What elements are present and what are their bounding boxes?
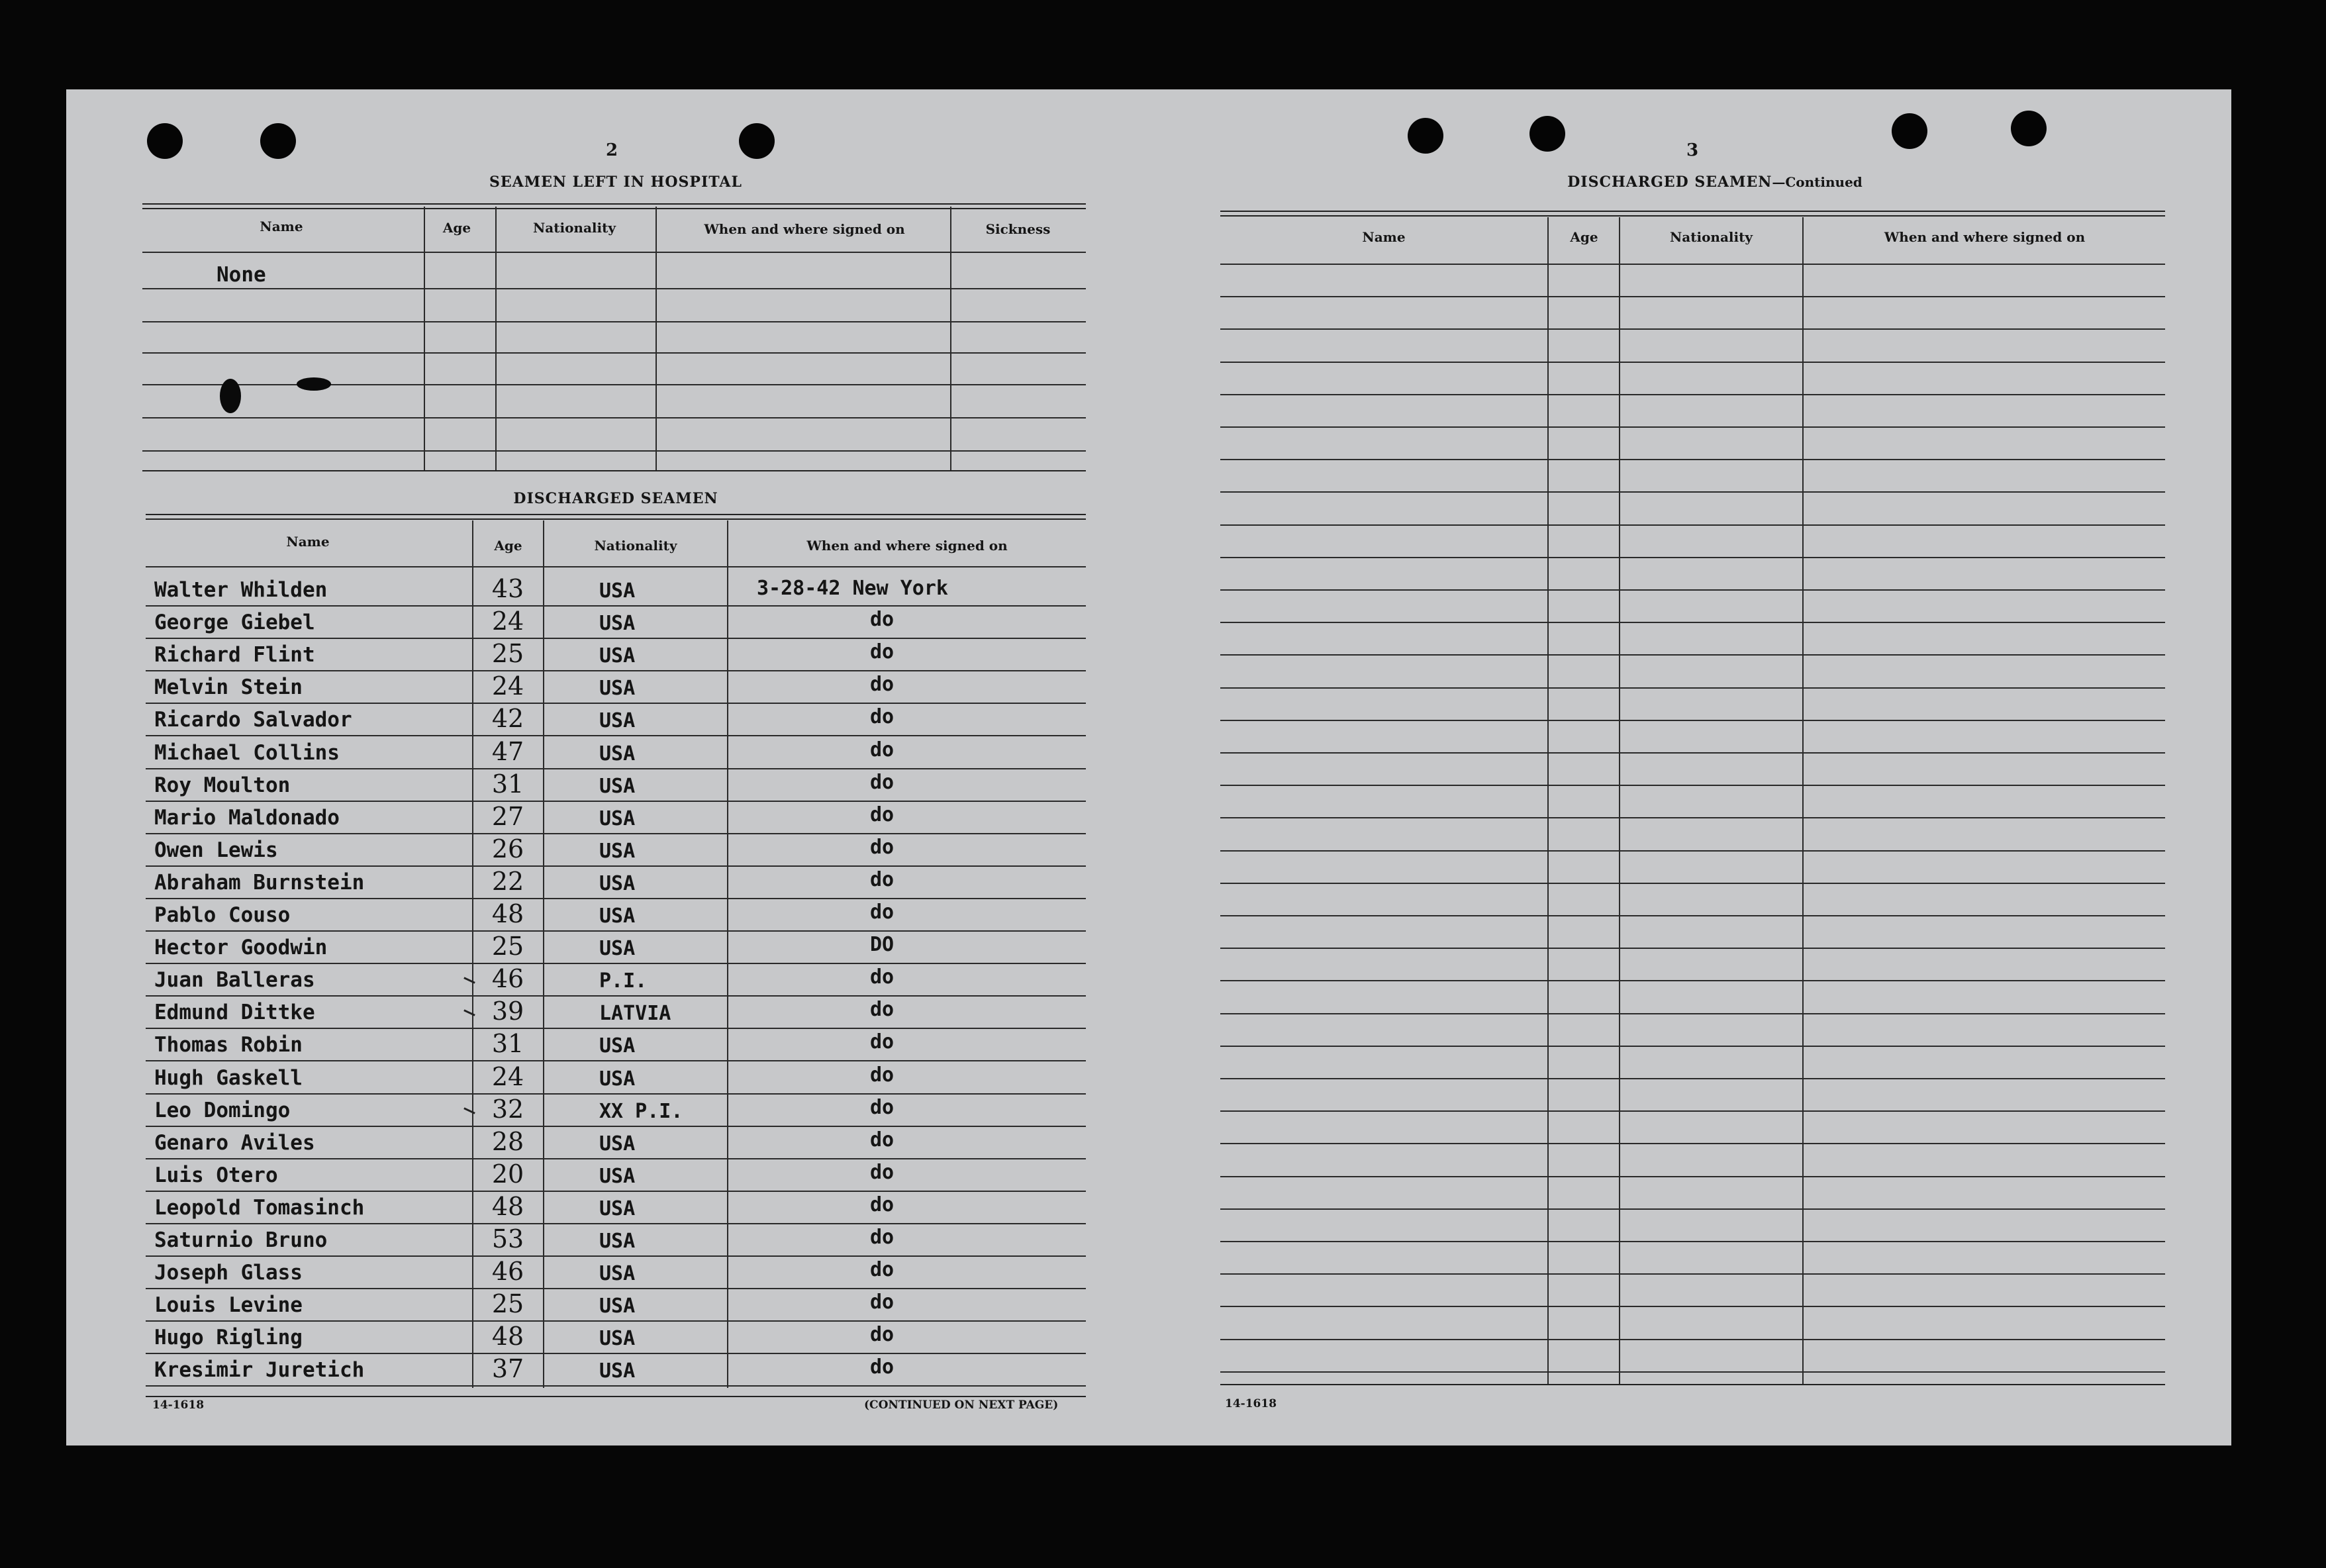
- seaman-nationality: USA: [599, 1359, 636, 1383]
- seaman-nationality: USA: [599, 1295, 636, 1318]
- blank-row-rule: [1220, 1176, 2165, 1177]
- seaman-signed-on: do: [869, 901, 895, 924]
- blank-row-rule: [1220, 1013, 2165, 1014]
- blank-row-rule: [1220, 785, 2165, 786]
- form-number: 14-1618: [1225, 1397, 1277, 1410]
- seaman-age: 39: [491, 997, 524, 1026]
- row-rule: [146, 1223, 1086, 1224]
- seaman-signed-on: 3-28-42 New York: [757, 577, 948, 600]
- seaman-signed-on: do: [869, 1161, 895, 1184]
- seaman-nationality: USA: [599, 807, 636, 830]
- seaman-name: George Giebel: [154, 611, 315, 634]
- seaman-name: Edmund Dittke: [154, 1001, 315, 1024]
- seaman-name: Hugo Rigling: [154, 1326, 303, 1349]
- seaman-name: Louis Levine: [154, 1293, 303, 1317]
- blank-row-rule: [1220, 491, 2165, 493]
- seaman-age: 43: [491, 574, 524, 603]
- seaman-name: Mario Maldonado: [154, 806, 340, 830]
- seaman-signed-on: DO: [869, 933, 895, 956]
- seaman-age: 53: [491, 1224, 524, 1253]
- seaman-nationality: USA: [599, 1230, 636, 1253]
- seaman-name: Juan Balleras: [154, 968, 315, 992]
- seaman-signed-on: do: [869, 836, 895, 859]
- blank-row-rule: [1220, 915, 2165, 916]
- ink-blot: [297, 377, 331, 391]
- seaman-name: Saturnio Bruno: [154, 1228, 328, 1252]
- blank-row-rule: [1220, 589, 2165, 591]
- hospital-header-nationality: Nationality: [533, 220, 616, 236]
- seaman-age: 24: [491, 671, 524, 701]
- punch-hole: [147, 123, 183, 159]
- seaman-name: Walter Whilden: [154, 578, 328, 602]
- seaman-nationality: USA: [599, 1327, 636, 1350]
- seaman-nationality: XX P.I.: [599, 1100, 683, 1123]
- blank-row-rule: [1220, 1110, 2165, 1112]
- blank-row-rule: [1220, 720, 2165, 721]
- title-main: DISCHARGED SEAMEN: [1567, 173, 1772, 191]
- blank-row-rule: [1220, 1273, 2165, 1275]
- blank-row-rule: [1220, 1306, 2165, 1307]
- seaman-nationality: USA: [599, 677, 636, 700]
- seaman-name: Ricardo Salvador: [154, 708, 352, 732]
- punch-hole: [1892, 113, 1927, 149]
- seaman-signed-on: do: [869, 640, 895, 663]
- row-rule: [146, 703, 1086, 704]
- seaman-name: Roy Moulton: [154, 773, 291, 797]
- row-rule: [146, 735, 1086, 736]
- discharged-header-nationality: Nationality: [594, 538, 677, 554]
- hospital-header-name: Name: [260, 219, 303, 234]
- seaman-age: 48: [491, 1322, 524, 1351]
- row-rule: [146, 638, 1086, 639]
- row-rule: [146, 1093, 1086, 1095]
- seaman-nationality: USA: [599, 872, 636, 895]
- continued-header-nationality: Nationality: [1670, 229, 1753, 245]
- seaman-nationality: USA: [599, 1034, 636, 1057]
- blank-row-rule: [1220, 1143, 2165, 1144]
- blank-row-rule: [1220, 622, 2165, 623]
- seaman-nationality: USA: [599, 937, 636, 960]
- seaman-signed-on: do: [869, 1291, 895, 1314]
- seaman-nationality: USA: [599, 840, 636, 863]
- seaman-name: Kresimir Juretich: [154, 1358, 365, 1382]
- row-rule: [146, 670, 1086, 671]
- blank-row-rule: [1220, 1046, 2165, 1047]
- row-rule: [146, 865, 1086, 867]
- seaman-name: Joseph Glass: [154, 1261, 303, 1285]
- seaman-signed-on: do: [869, 608, 895, 631]
- blank-row-rule: [1220, 654, 2165, 656]
- seaman-signed-on: do: [869, 1258, 895, 1281]
- seaman-name: Leo Domingo: [154, 1099, 291, 1122]
- seaman-age: 32: [491, 1095, 524, 1124]
- row-rule: [146, 801, 1086, 802]
- seaman-nationality: USA: [599, 644, 636, 667]
- ink-blot: [220, 379, 241, 413]
- seaman-name: Richard Flint: [154, 643, 315, 667]
- seaman-name: Owen Lewis: [154, 838, 278, 862]
- seaman-nationality: USA: [599, 709, 636, 732]
- seaman-signed-on: do: [869, 771, 895, 794]
- seaman-nationality: USA: [599, 1165, 636, 1188]
- blank-row-rule: [1220, 328, 2165, 330]
- row-rule: [146, 963, 1086, 964]
- punch-hole: [739, 123, 775, 159]
- blank-row-rule: [1220, 296, 2165, 297]
- seaman-nationality: USA: [599, 905, 636, 928]
- row-rule: [146, 898, 1086, 899]
- seaman-age: 47: [491, 737, 524, 766]
- blank-row-rule: [1220, 362, 2165, 363]
- seaman-signed-on: do: [869, 868, 895, 891]
- row-rule: [146, 1320, 1086, 1322]
- seaman-name: Leopold Tomasinch: [154, 1196, 365, 1220]
- seaman-signed-on: do: [869, 1030, 895, 1054]
- discharged-header-signed-on: When and where signed on: [806, 538, 1008, 554]
- blank-row-rule: [1220, 850, 2165, 852]
- seaman-age: 42: [491, 704, 524, 733]
- page-number: 2: [606, 140, 618, 160]
- row-rule: [146, 1353, 1086, 1354]
- seaman-age: 28: [491, 1127, 524, 1156]
- page-number: 3: [1686, 140, 1699, 160]
- continued-header-name: Name: [1362, 229, 1406, 245]
- seaman-signed-on: do: [869, 1226, 895, 1249]
- hospital-section-title: SEAMEN LEFT IN HOSPITAL: [489, 173, 742, 191]
- seaman-signed-on: do: [869, 1128, 895, 1152]
- row-rule: [146, 1255, 1086, 1257]
- seaman-signed-on: do: [869, 1323, 895, 1346]
- row-rule: [146, 768, 1086, 769]
- blank-row-rule: [1220, 752, 2165, 754]
- seaman-age: 22: [491, 867, 524, 896]
- seaman-nationality: USA: [599, 1262, 636, 1285]
- discharged-continued-title: [1483, 173, 1947, 191]
- blank-row-rule: [1220, 1078, 2165, 1079]
- row-rule: [146, 833, 1086, 834]
- blank-row-rule: [1220, 426, 2165, 428]
- continued-note: (CONTINUED ON NEXT PAGE): [864, 1398, 1059, 1412]
- seaman-signed-on: do: [869, 1096, 895, 1119]
- blank-row-rule: [1220, 948, 2165, 949]
- continued-header-signed-on: When and where signed on: [1884, 229, 2086, 245]
- seaman-nationality: USA: [599, 775, 636, 798]
- seaman-age: 48: [491, 899, 524, 928]
- seaman-age: 27: [491, 802, 524, 831]
- seaman-age: 25: [491, 639, 524, 668]
- seaman-age: 25: [491, 932, 524, 961]
- seaman-nationality: USA: [599, 1132, 636, 1155]
- hospital-header-age: Age: [442, 220, 471, 236]
- seaman-age: 24: [491, 607, 524, 636]
- seaman-nationality: USA: [599, 1197, 636, 1220]
- seaman-name: Abraham Burnstein: [154, 871, 365, 895]
- row-rule: [146, 1060, 1086, 1061]
- seaman-nationality: USA: [599, 742, 636, 765]
- discharged-header-age: Age: [494, 538, 522, 554]
- punch-hole: [2011, 111, 2047, 146]
- seaman-signed-on: do: [869, 1193, 895, 1216]
- seaman-signed-on: do: [869, 1063, 895, 1087]
- blank-row-rule: [1220, 394, 2165, 395]
- row-rule: [146, 605, 1086, 607]
- seaman-nationality: USA: [599, 612, 636, 635]
- seaman-nationality: USA: [599, 1067, 636, 1091]
- blank-row-rule: [1220, 817, 2165, 818]
- seaman-name: Hector Goodwin: [154, 936, 328, 959]
- row-rule: [146, 1126, 1086, 1127]
- seaman-nationality: P.I.: [599, 969, 648, 993]
- seaman-signed-on: do: [869, 738, 895, 761]
- discharged-section-title: DISCHARGED SEAMEN: [513, 490, 718, 507]
- hospital-header-signed-on: When and where signed on: [704, 221, 905, 237]
- punch-hole: [260, 123, 296, 159]
- blank-row-rule: [1220, 459, 2165, 460]
- row-rule: [146, 1028, 1086, 1029]
- seaman-signed-on: do: [869, 998, 895, 1021]
- blank-row-rule: [1220, 264, 2165, 265]
- seaman-signed-on: do: [869, 705, 895, 728]
- discharged-header-name: Name: [286, 534, 330, 550]
- blank-row-rule: [1220, 1208, 2165, 1210]
- seaman-name: Hugh Gaskell: [154, 1066, 303, 1090]
- hospital-header-sickness: Sickness: [985, 221, 1051, 237]
- blank-row-rule: [1220, 980, 2165, 981]
- hospital-entry: None: [217, 263, 266, 287]
- blank-row-rule: [1220, 687, 2165, 689]
- seaman-age: 31: [491, 769, 524, 799]
- seaman-signed-on: do: [869, 1355, 895, 1379]
- row-rule: [146, 1191, 1086, 1192]
- seaman-name: Pablo Couso: [154, 903, 291, 927]
- seaman-age: 31: [491, 1029, 524, 1058]
- seaman-name: Luis Otero: [154, 1163, 278, 1187]
- seaman-nationality: LATVIA: [599, 1002, 671, 1025]
- blank-row-rule: [1220, 1371, 2165, 1373]
- seaman-age: 24: [491, 1062, 524, 1091]
- seaman-age: 26: [491, 834, 524, 863]
- punch-hole: [1408, 118, 1443, 154]
- form-number: 14-1618: [152, 1398, 205, 1412]
- continued-header-age: Age: [1570, 229, 1598, 245]
- row-rule: [146, 1385, 1086, 1387]
- title-suffix: —Continued: [1772, 174, 1863, 190]
- row-rule: [146, 930, 1086, 932]
- blank-row-rule: [1220, 557, 2165, 558]
- seaman-signed-on: do: [869, 803, 895, 826]
- seaman-age: 37: [491, 1354, 524, 1383]
- blank-row-rule: [1220, 1339, 2165, 1340]
- seaman-name: Michael Collins: [154, 741, 340, 765]
- seaman-age: 25: [491, 1289, 524, 1318]
- seaman-signed-on: do: [869, 965, 895, 989]
- blank-row-rule: [1220, 883, 2165, 884]
- seaman-age: 46: [491, 964, 524, 993]
- seaman-name: Genaro Aviles: [154, 1131, 315, 1155]
- blank-row-rule: [1220, 1241, 2165, 1242]
- seaman-age: 20: [491, 1159, 524, 1189]
- row-rule: [146, 1288, 1086, 1289]
- seaman-name: Melvin Stein: [154, 675, 303, 699]
- blank-row-rule: [1220, 524, 2165, 526]
- punch-hole: [1529, 116, 1565, 152]
- seaman-age: 46: [491, 1257, 524, 1286]
- row-rule: [146, 995, 1086, 997]
- seaman-name: Thomas Robin: [154, 1033, 303, 1057]
- row-rule: [146, 1158, 1086, 1159]
- seaman-nationality: USA: [599, 579, 636, 603]
- seaman-signed-on: do: [869, 673, 895, 696]
- seaman-age: 48: [491, 1192, 524, 1221]
